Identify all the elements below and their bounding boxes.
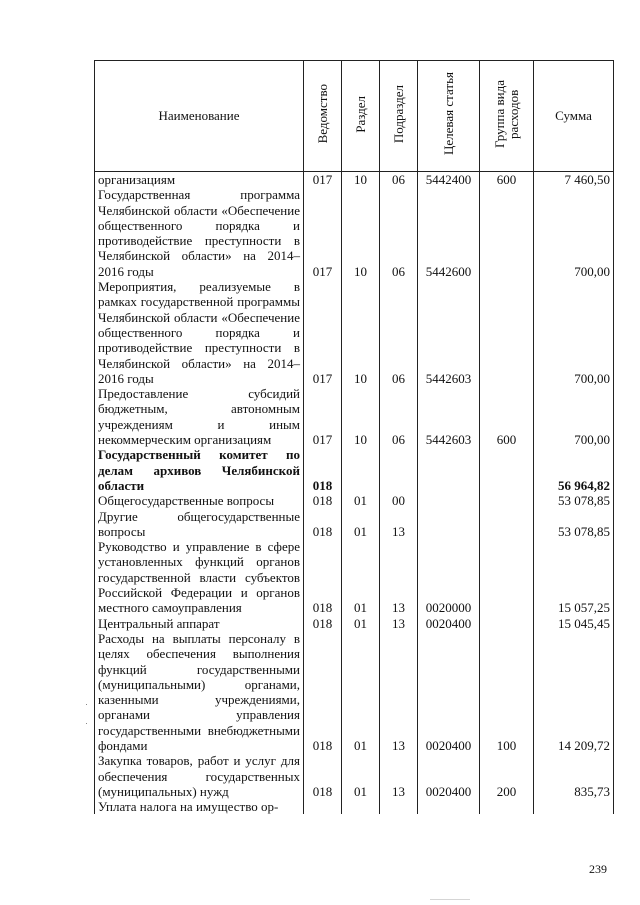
cell-celevaya-statya (418, 493, 480, 508)
cell-summa: 53 078,85 (534, 509, 614, 540)
header-podrazdel: Подраздел (380, 61, 418, 172)
header-razdel: Раздел (342, 61, 380, 172)
header-summa: Сумма (534, 61, 614, 172)
table-row (95, 539, 614, 615)
cell-podrazdel: 13 (380, 631, 418, 753)
cell-summa: 700,00 (534, 386, 614, 447)
cell-summa: 14 209,72 (534, 631, 614, 753)
cell-vedomstvo: 017 (304, 187, 342, 279)
table-row (95, 386, 614, 447)
cell-vedomstvo: 018 (304, 493, 342, 508)
cell-podrazdel (380, 799, 418, 814)
cell-gruppa: 600 (480, 172, 534, 188)
cell-gruppa: 200 (480, 753, 534, 799)
table-row (95, 753, 614, 799)
cell-vedomstvo: 018 (304, 616, 342, 631)
cell-name: Центральный аппарат (95, 616, 304, 631)
cell-podrazdel: 13 (380, 753, 418, 799)
cell-celevaya-statya: 5442400 (418, 172, 480, 188)
cell-razdel: 01 (342, 631, 380, 753)
budget-table (94, 60, 614, 814)
header-row (95, 61, 614, 172)
header-celevaya-statya: Целевая статья (418, 61, 480, 172)
cell-gruppa (480, 799, 534, 814)
cell-razdel: 10 (342, 187, 380, 279)
cell-name: Закупка товаров, работ и услуг для обеспечения государственных (муниципальных) нужд (95, 753, 304, 799)
cell-gruppa (480, 493, 534, 508)
cell-name: Другие общегосударственные вопросы (95, 509, 304, 540)
cell-razdel: 01 (342, 539, 380, 615)
cell-name: Руководство и управление в сфере установленных функций органов государственной власти субъектов Российской Федерации и органов местного самоуправления (95, 539, 304, 615)
cell-razdel: 01 (342, 493, 380, 508)
cell-summa: 15 057,25 (534, 539, 614, 615)
cell-gruppa (480, 279, 534, 386)
scan-artifact (86, 704, 87, 705)
table-row (95, 493, 614, 508)
cell-celevaya-statya: 0020400 (418, 753, 480, 799)
table-body (95, 172, 614, 815)
cell-razdel: 10 (342, 172, 380, 188)
cell-summa: 700,00 (534, 187, 614, 279)
cell-celevaya-statya (418, 799, 480, 814)
cell-vedomstvo: 017 (304, 279, 342, 386)
cell-vedomstvo: 017 (304, 386, 342, 447)
cell-celevaya-statya: 5442603 (418, 386, 480, 447)
cell-summa (534, 799, 614, 814)
table-row (95, 509, 614, 540)
cell-name: Уплата налога на имущество ор- (95, 799, 304, 814)
cell-gruppa: 600 (480, 386, 534, 447)
cell-name: организациям (95, 172, 304, 188)
cell-celevaya-statya: 0020400 (418, 631, 480, 753)
table-row (95, 187, 614, 279)
cell-summa: 700,00 (534, 279, 614, 386)
cell-summa: 56 964,82 (534, 447, 614, 493)
cell-podrazdel: 00 (380, 493, 418, 508)
cell-podrazdel: 06 (380, 279, 418, 386)
header-gruppa-vida-rashodov: Группа вида расходов (480, 61, 534, 172)
cell-gruppa (480, 616, 534, 631)
cell-podrazdel: 06 (380, 187, 418, 279)
cell-summa: 7 460,50 (534, 172, 614, 188)
cell-podrazdel: 13 (380, 616, 418, 631)
table-row (95, 799, 614, 814)
header-name: Наименование (95, 61, 304, 172)
cell-vedomstvo: 018 (304, 753, 342, 799)
cell-celevaya-statya: 5442603 (418, 279, 480, 386)
table-row (95, 616, 614, 631)
cell-razdel: 01 (342, 753, 380, 799)
cell-podrazdel: 13 (380, 509, 418, 540)
cell-name: Государственный комитет по делам архивов Челябинской области (95, 447, 304, 493)
cell-gruppa (480, 509, 534, 540)
cell-podrazdel (380, 447, 418, 493)
cell-podrazdel: 13 (380, 539, 418, 615)
cell-summa: 835,73 (534, 753, 614, 799)
cell-vedomstvo: 018 (304, 509, 342, 540)
cell-name: Общегосударственные вопросы (95, 493, 304, 508)
cell-gruppa (480, 539, 534, 615)
cell-celevaya-statya: 5442600 (418, 187, 480, 279)
cell-razdel (342, 447, 380, 493)
cell-podrazdel: 06 (380, 386, 418, 447)
cell-celevaya-statya: 0020400 (418, 616, 480, 631)
cell-name: Мероприятия, реализуемые в рамках государственной программы Челябинской области «Обеспечение общественного порядка и противодействие преступности в Челябинской области» на 2014–2016 годы (95, 279, 304, 386)
cell-celevaya-statya: 0020000 (418, 539, 480, 615)
cell-gruppa (480, 447, 534, 493)
cell-gruppa (480, 187, 534, 279)
table-row (95, 447, 614, 493)
cell-gruppa: 100 (480, 631, 534, 753)
cell-podrazdel: 06 (380, 172, 418, 188)
cell-razdel (342, 799, 380, 814)
scan-artifact (430, 899, 470, 900)
cell-name: Предоставление субсидий бюджетным, автономным учреждениям и иным некоммерческим организациям (95, 386, 304, 447)
cell-celevaya-statya (418, 509, 480, 540)
cell-razdel: 10 (342, 386, 380, 447)
table-row (95, 172, 614, 188)
cell-razdel: 10 (342, 279, 380, 386)
cell-vedomstvo: 017 (304, 172, 342, 188)
page-number: 239 (589, 862, 607, 876)
cell-celevaya-statya (418, 447, 480, 493)
scan-artifact (86, 723, 87, 724)
cell-vedomstvo: 018 (304, 539, 342, 615)
cell-summa: 53 078,85 (534, 493, 614, 508)
cell-razdel: 01 (342, 616, 380, 631)
cell-razdel: 01 (342, 509, 380, 540)
cell-vedomstvo: 018 (304, 631, 342, 753)
table-row (95, 279, 614, 386)
table-row (95, 631, 614, 753)
cell-name: Расходы на выплаты персоналу в целях обеспечения выполнения функций государственными (муниципальными) органами, казенными учреждениями, органами управления государственными внебюджетными фондами (95, 631, 304, 753)
cell-vedomstvo (304, 799, 342, 814)
cell-vedomstvo: 018 (304, 447, 342, 493)
cell-summa: 15 045,45 (534, 616, 614, 631)
header-vedomstvo: Ведомство (304, 61, 342, 172)
cell-name: Государственная программа Челябинской области «Обеспечение общественного порядка и противодействие преступности в Челябинской области» на 2014–2016 годы (95, 187, 304, 279)
